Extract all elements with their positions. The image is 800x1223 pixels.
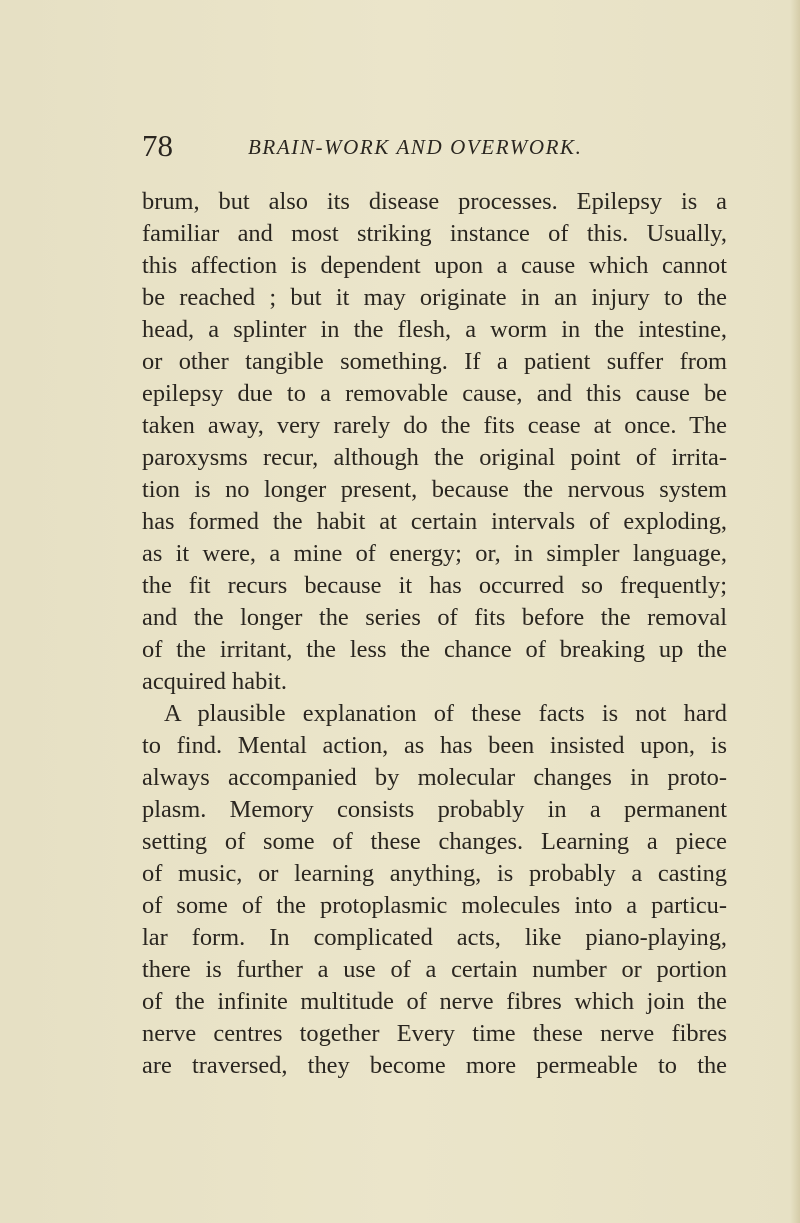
text-line: of music, or learning anything, is probably a casting <box>142 860 727 887</box>
text-line: are traversed, they become more permeable to the <box>142 1052 727 1079</box>
text-line: always accompanied by molecular changes in proto- <box>142 764 727 791</box>
text-line: be reached ; but it may originate in an injury to the <box>142 284 727 311</box>
text-line: nerve centres together Every time these nerve fibres <box>142 1020 727 1047</box>
text-line: head, a splinter in the flesh, a worm in the intestine, <box>142 316 727 343</box>
text-line: there is further a use of a certain number or portion <box>142 956 727 983</box>
text-line: of the infinite multitude of nerve fibres which join the <box>142 988 727 1015</box>
text-line: tion is no longer present, because the nervous system <box>142 476 727 503</box>
page-edge-shadow <box>790 0 800 1223</box>
paragraph-last-line: acquired habit. <box>142 668 287 695</box>
text-line: paroxysms recur, although the original point of irrita- <box>142 444 727 471</box>
text-line: brum, but also its disease processes. Epilepsy is a <box>142 188 727 215</box>
text-line: plasm. Memory consists probably in a permanent <box>142 796 727 823</box>
running-head: BRAIN-WORK AND OVERWORK. <box>248 135 583 159</box>
text-line: lar form. In complicated acts, like piano-playing, <box>142 924 727 951</box>
page-header <box>142 128 662 168</box>
page-number: 78 <box>142 128 173 163</box>
text-line: has formed the habit at certain intervals of exploding, <box>142 508 727 535</box>
text-line: this affection is dependent upon a cause which cannot <box>142 252 727 279</box>
text-line: and the longer the series of fits before the removal <box>142 604 727 631</box>
paragraph-first-line: A plausible explanation of these facts is not hard <box>164 700 727 727</box>
text-line: setting of some of these changes. Learning a piece <box>142 828 727 855</box>
body-text <box>142 186 727 1082</box>
text-line: of the irritant, the less the chance of breaking up the <box>142 636 727 663</box>
text-line: familiar and most striking instance of this. Usually, <box>142 220 727 247</box>
text-line: or other tangible something. If a patient suffer from <box>142 348 727 375</box>
text-line: as it were, a mine of energy; or, in simpler language, <box>142 540 727 567</box>
text-line: epilepsy due to a removable cause, and this cause be <box>142 380 727 407</box>
text-line: taken away, very rarely do the fits cease at once. The <box>142 412 727 439</box>
text-line: of some of the protoplasmic molecules into a particu- <box>142 892 727 919</box>
text-line: to find. Mental action, as has been insisted upon, is <box>142 732 727 759</box>
text-line: the fit recurs because it has occurred so frequently; <box>142 572 727 599</box>
